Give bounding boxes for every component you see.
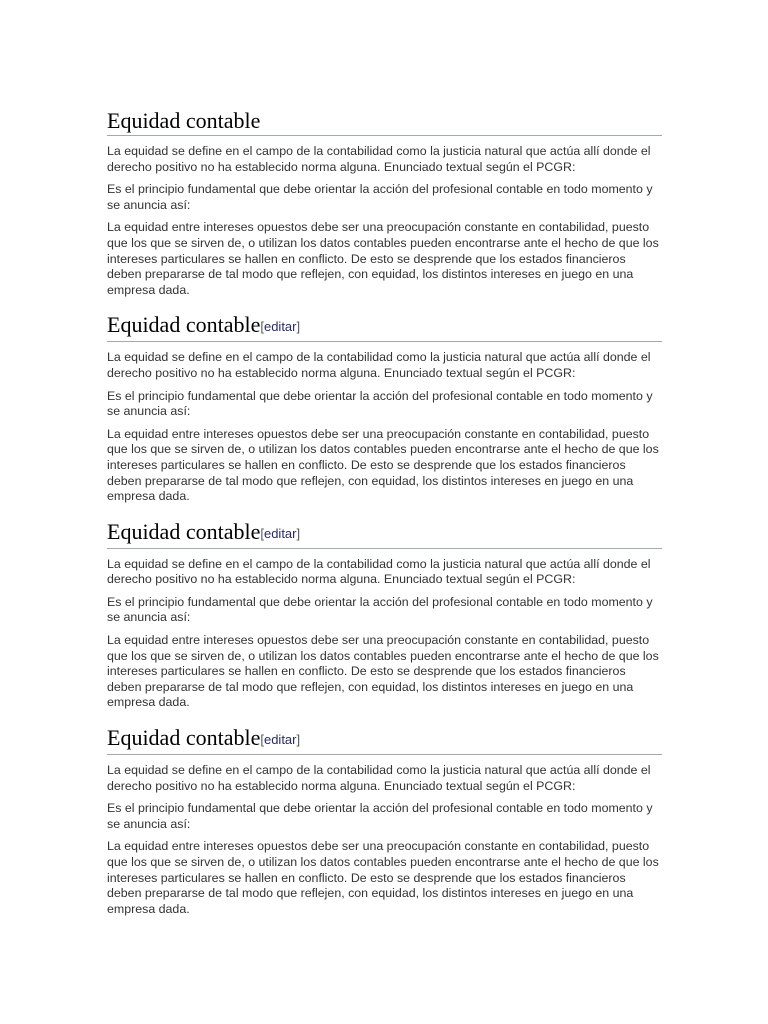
section-4 [107,725,662,917]
paragraph: La equidad entre intereses opuestos debe ser una preocupación constante en contabilidad, puesto que los que se sirven de, o utilizan los datos contables pueden encontrarse ante el hecho de que los intereses particulares se hallen en conflicto. De esto se desprende que los estados financieros deben prepararse de tal modo que reflejen, con equidad, los distintos intereses en juego en una empresa dada. [107,633,659,710]
paragraph: La equidad se define en el campo de la contabilidad como la justicia natural que actúa allí donde el derecho positivo no ha establecido norma alguna. Enunciado textual según el PCGR: [107,144,651,174]
edit-bracket-close: ] [296,319,301,335]
paragraph: Es el principio fundamental que debe orientar la acción del profesional contable en todo momento y se anuncia así: [107,182,653,212]
section-3 [107,519,662,711]
section-2 [107,312,662,504]
paragraph: La equidad se define en el campo de la contabilidad como la justicia natural que actúa allí donde el derecho positivo no ha establecido norma alguna. Enunciado textual según el PCGR: [107,763,651,793]
paragraph: Es el principio fundamental que debe orientar la acción del profesional contable en todo momento y se anuncia así: [107,801,653,831]
section-heading [107,725,662,755]
edit-bracket-close: ] [296,525,301,541]
edit-section-link[interactable]: editar [263,525,297,541]
edit-bracket-open: [ [260,732,264,748]
section-title: Equidad contable [107,518,261,544]
edit-bracket-open: [ [260,319,264,335]
section-title: Equidad contable [107,725,261,751]
edit-section-link[interactable]: editar [263,319,297,335]
section-heading [107,312,662,342]
edit-section-link[interactable]: editar [263,732,297,748]
edit-bracket-close: ] [296,732,301,748]
paragraph: La equidad se define en el campo de la contabilidad como la justicia natural que actúa allí donde el derecho positivo no ha establecido norma alguna. Enunciado textual según el PCGR: [107,350,651,380]
section-heading [107,108,662,136]
document-page [107,108,662,931]
section-1 [107,108,662,298]
section-title: Equidad contable [107,312,261,338]
edit-bracket-open: [ [260,525,264,541]
section-heading [107,519,662,549]
paragraph: Es el principio fundamental que debe orientar la acción del profesional contable en todo momento y se anuncia así: [107,594,653,625]
paragraph: La equidad entre intereses opuestos debe ser una preocupación constante en contabilidad, puesto que los que se sirven de, o utilizan los datos contables pueden encontrarse ante el hecho de que los intereses particulares se hallen en conflicto. De esto se desprende que los estados financieros deben prepararse de tal modo que reflejen, con equidad, los distintos intereses en juego en una empresa dada. [107,839,659,916]
paragraph: La equidad entre intereses opuestos debe ser una preocupación constante en contabilidad, puesto que los que se sirven de, o utilizan los datos contables pueden encontrarse ante el hecho de que los intereses particulares se hallen en conflicto. De esto se desprende que los estados financieros deben prepararse de tal modo que reflejen, con equidad, los distintos intereses en juego en una empresa dada. [107,426,659,504]
paragraph: La equidad entre intereses opuestos debe ser una preocupación constante en contabilidad, puesto que los que se sirven de, o utilizan los datos contables pueden encontrarse ante el hecho de que los intereses particulares se hallen en conflicto. De esto se desprende que los estados financieros deben prepararse de tal modo que reflejen, con equidad, los distintos intereses en juego en una empresa dada. [107,220,659,297]
section-title: Equidad contable [107,108,261,133]
paragraph: La equidad se define en el campo de la contabilidad como la justicia natural que actúa allí donde el derecho positivo no ha establecido norma alguna. Enunciado textual según el PCGR: [107,556,651,587]
paragraph: Es el principio fundamental que debe orientar la acción del profesional contable en todo momento y se anuncia así: [107,388,653,419]
